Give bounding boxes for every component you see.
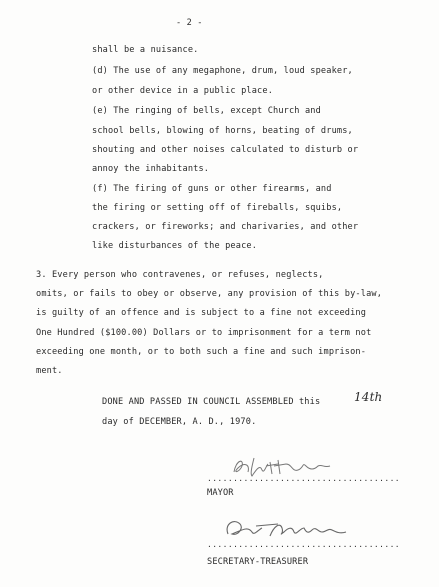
handwritten-day: 14th	[354, 390, 383, 404]
body-line-6: shouting and other noises calculated to disturb or	[92, 145, 359, 155]
body-line-11: like disturbances of the peace.	[92, 241, 258, 251]
body-line-4: (e) The ringing of bells, except Church and	[92, 106, 321, 116]
body-line-7: annoy the inhabitants.	[92, 164, 210, 174]
body-line-12: 3. Every person who contravenes, or refuses, neglects,	[36, 270, 324, 280]
body-line-14: is guilty of an offence and is subject to a fine not exceeding	[36, 308, 367, 318]
body-line-17: ment.	[36, 366, 63, 376]
body-line-5: school bells, blowing of horns, beating of drums,	[92, 126, 353, 136]
page-number: - 2 -	[176, 18, 203, 28]
secretary-signature-line: .....................................	[207, 540, 401, 549]
body-line-1: shall be a nuisance.	[92, 45, 199, 55]
body-line-3: or other device in a public place.	[92, 86, 274, 96]
date-line: day of DECEMBER, A. D., 1970.	[102, 417, 257, 427]
body-line-2: (d) The use of any megaphone, drum, loud speaker,	[92, 66, 353, 76]
body-line-9: the firing or setting off of fireballs, squibs,	[92, 203, 343, 213]
mayor-signature-line: .....................................	[207, 474, 401, 483]
body-line-10: crackers, or fireworks; and charivaries, and other	[92, 222, 359, 232]
done-passed-line: DONE AND PASSED IN COUNCIL ASSEMBLED this	[102, 397, 321, 407]
body-line-16: exceeding one month, or to both such a fine and such imprison-	[36, 347, 367, 357]
body-line-8: (f) The firing of guns or other firearms, and	[92, 184, 332, 194]
secretary-label: SECRETARY-TREASURER	[207, 557, 309, 567]
body-line-13: omits, or fails to obey or observe, any provision of this by-law,	[36, 289, 383, 299]
body-line-15: One Hundred ($100.00) Dollars or to imprisonment for a term not	[36, 328, 372, 338]
mayor-label: MAYOR	[207, 488, 234, 498]
